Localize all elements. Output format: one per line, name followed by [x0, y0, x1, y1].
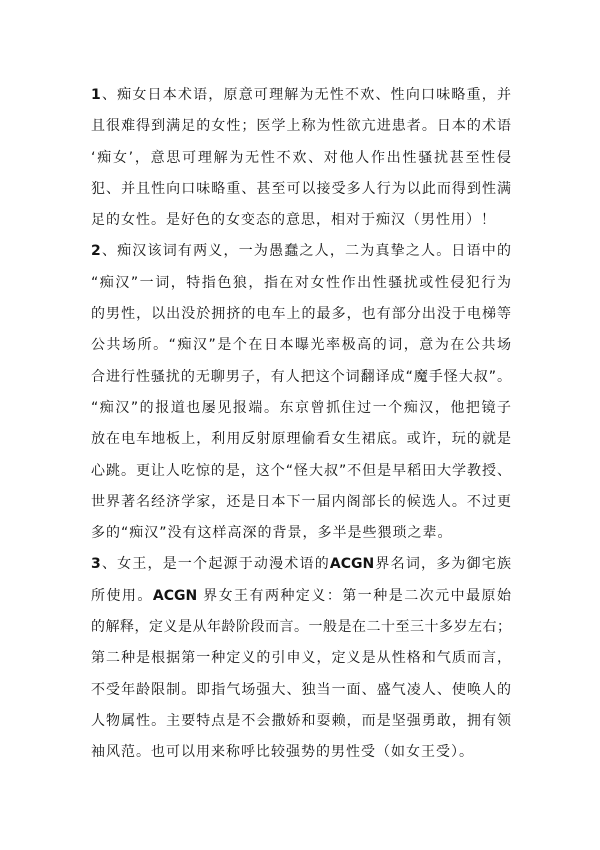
text-segment: 不受年龄限制。即指气场强大、独当一面、盛气凌人、使唤人的 — [91, 681, 511, 698]
text-segment: 所使用。 — [91, 587, 153, 604]
paragraph-3-line-3 — [91, 612, 511, 643]
paragraph-1 — [91, 80, 511, 236]
paragraph-3-line-7 — [91, 737, 511, 768]
paragraph-3-line-1 — [91, 549, 511, 580]
text-segment: 袖风范。也可以用来称呼比较强势的男性受（如女王受）。 — [91, 744, 474, 761]
paragraph-2-line-8 — [91, 456, 511, 487]
paragraph-number: 1 — [91, 87, 101, 103]
text-segment: 公共场所。“痴汉”是个在日本曝光率极高的词，意为在公共场 — [91, 337, 511, 354]
paragraph-number: 2 — [91, 243, 101, 260]
text-segment: 的男性，以出没於拥挤的电车上的最多，也有部分出没于电梯等 — [91, 306, 511, 323]
text-segment: “痴汉”一词，特指色狼，指在对女性作出性骚扰或性侵犯行为 — [91, 274, 511, 291]
paragraph-2-line-2 — [91, 268, 511, 299]
document-body — [91, 80, 511, 769]
paragraph-1-line-1 — [91, 80, 511, 111]
paragraph-2-line-1 — [91, 236, 511, 267]
paragraph-number: 3 — [91, 556, 101, 573]
paragraph-1-line-3 — [91, 143, 511, 174]
text-segment: 合进行性骚扰的无聊男子，有人把这个词翻译成“魔手怪大叔”。 — [91, 368, 511, 385]
paragraph-3-line-4 — [91, 643, 511, 674]
paragraph-2 — [91, 236, 511, 549]
text-segment: 人物属性。主要特点是不会撒娇和耍赖，而是坚强勇敢，拥有领 — [91, 712, 511, 729]
text-segment: 界女王有两种定义：第一种是二次元中最原始 — [197, 587, 512, 604]
paragraph-1-line-4 — [91, 174, 511, 205]
text-segment: 放在电车地板上，利用反射原理偷看女生裙底。或许，玩的就是 — [91, 431, 511, 448]
paragraph-3-line-2 — [91, 581, 511, 612]
paragraph-2-line-3 — [91, 299, 511, 330]
text-segment: 、痴汉该词有两义，一为愚蠢之人，二为真挚之人。日语中的 — [100, 243, 511, 260]
bold-term: ACGN — [152, 587, 198, 604]
paragraph-3-line-6 — [91, 706, 511, 737]
paragraph-3 — [91, 549, 511, 768]
paragraph-2-line-9 — [91, 487, 511, 518]
text-segment: 的解释，定义是从年龄阶段而言。一般是在二十至三十多岁左右； — [91, 619, 511, 636]
paragraph-2-line-6 — [91, 393, 511, 424]
text-segment: 第二种是根据第一种定义的引申义，定义是从性格和气质而言， — [91, 650, 511, 667]
text-segment: 足的女性。是好色的女变态的意思，相对于痴汉（男性用）！ — [91, 212, 496, 229]
text-segment: 、女王，是一个起源于动漫术语的 — [100, 556, 330, 573]
paragraph-2-line-4 — [91, 330, 511, 361]
text-segment: 界名词，多为御宅族 — [374, 556, 512, 573]
paragraph-2-line-5 — [91, 362, 511, 393]
paragraph-2-line-7 — [91, 424, 511, 455]
text-segment: 心跳。更让人吃惊的是，这个“怪大叔”不但是早稻田大学教授、 — [91, 462, 511, 479]
text-segment: 多的“痴汉”没有这样高深的背景，多半是些猥琐之辈。 — [91, 525, 453, 542]
text-segment: 犯、并且性向口味略重、甚至可以接受多人行为以此而得到性满 — [91, 180, 511, 197]
text-segment: 且很难得到满足的女性；医学上称为性欲亢进患者。日本的术语 — [91, 118, 511, 135]
text-segment: ‘痴女’，意思可理解为无性不欢、对他人作出性骚扰甚至性侵 — [91, 149, 511, 166]
paragraph-3-line-5 — [91, 675, 511, 706]
paragraph-1-line-2 — [91, 111, 511, 142]
text-segment: “痴汉”的报道也屡见报端。东京曾抓住过一个痴汉，他把镜子 — [91, 399, 511, 416]
text-segment: 、痴女日本术语，原意可理解为无性不欢、性向口味略重，并 — [100, 87, 511, 103]
paragraph-2-line-10 — [91, 518, 511, 549]
paragraph-1-line-5 — [91, 205, 511, 236]
text-segment: 世界著名经济学家，还是日本下一届内阁部长的候选人。不过更 — [91, 493, 511, 510]
bold-term: ACGN — [329, 556, 375, 573]
